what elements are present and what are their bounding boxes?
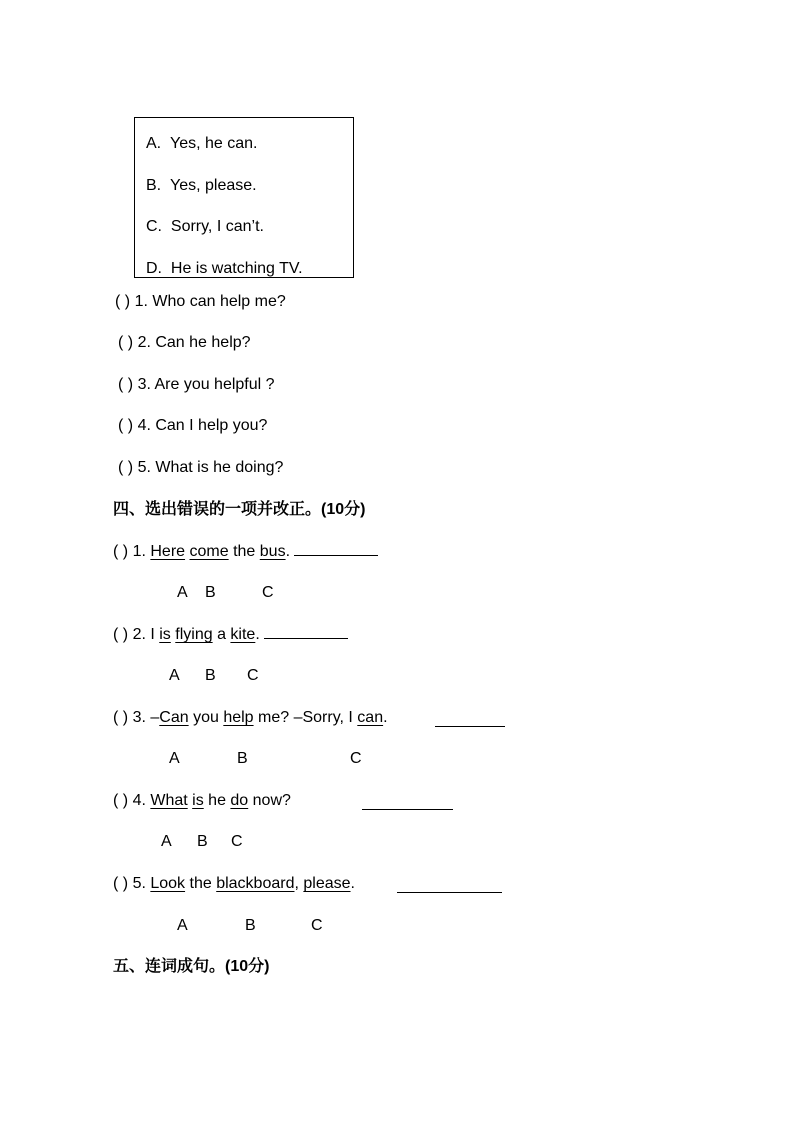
underlined-word: What [150,792,188,809]
underlined-word: Can [159,709,189,726]
underlined-word: Look [150,875,186,892]
match-question-5: ( ) 5. What is he doing? [118,459,284,476]
answer-blank[interactable] [264,624,348,639]
error-question-5: ( ) 5. Look the blackboard, please. [113,875,355,892]
answer-paren[interactable]: ( ) [118,417,134,434]
underlined-word: is [159,626,171,643]
option-d: D. He is watching TV. [146,260,303,277]
underlined-word: can [357,709,384,726]
underlined-word: flying [175,626,213,643]
section-5-heading: 五、连词成句。(10分) [113,958,270,975]
underlined-word: Here [150,543,186,560]
answer-blank[interactable] [362,795,453,810]
underlined-word: do [230,792,249,809]
answer-paren[interactable]: ( ) [113,543,129,560]
answer-paren[interactable]: ( ) [118,376,134,393]
underlined-word: come [189,543,229,560]
error-question-1: ( ) 1. Here come the bus. [113,541,378,562]
match-question-4: ( ) 4. Can I help you? [118,417,268,434]
answer-blank[interactable] [435,712,505,727]
underlined-word: bus [259,543,286,560]
answer-paren[interactable]: ( ) [118,459,134,476]
answer-blank[interactable] [294,541,378,556]
section-4-heading: 四、选出错误的一项并改正。(10分) [113,501,366,518]
underlined-word: kite [230,626,256,643]
underlined-word: help [223,709,254,726]
answer-paren[interactable]: ( ) [113,709,129,726]
error-question-3: ( ) 3. –Can you help me? –Sorry, I can. [113,709,388,726]
option-b: B. Yes, please. [146,177,257,194]
match-question-2: ( ) 2. Can he help? [118,334,251,351]
match-question-3: ( ) 3. Are you helpful ? [118,376,275,393]
error-question-4: ( ) 4. What is he do now? [113,792,291,809]
option-a: A. Yes, he can. [146,135,258,152]
underlined-word: is [192,792,204,809]
underlined-word: please [303,875,351,892]
option-c: C. Sorry, I can’t. [146,218,264,235]
underlined-word: blackboard [216,875,295,892]
answer-blank[interactable] [397,878,502,893]
error-question-2: ( ) 2. I is flying a kite. [113,624,348,645]
answer-paren[interactable]: ( ) [113,792,129,809]
answer-paren[interactable]: ( ) [115,293,131,310]
answer-paren[interactable]: ( ) [113,626,129,643]
answer-paren[interactable]: ( ) [113,875,129,892]
match-question-1: ( ) 1. Who can help me? [115,293,286,310]
option-d-clip [135,258,353,277]
answer-paren[interactable]: ( ) [118,334,134,351]
